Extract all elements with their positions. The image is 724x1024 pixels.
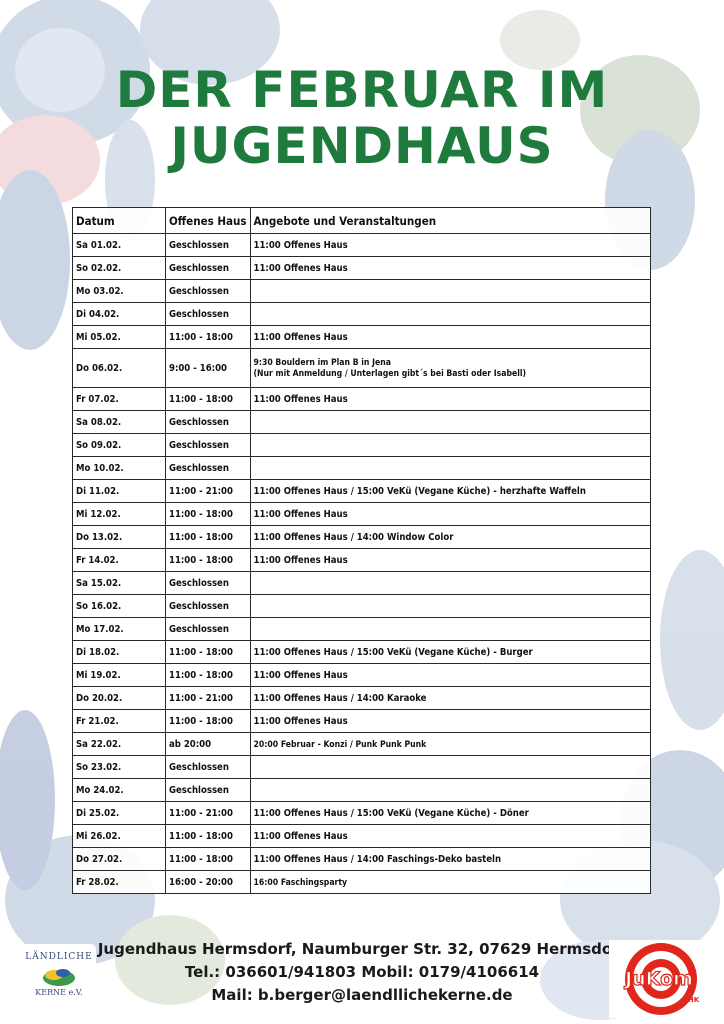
events-cell (250, 756, 650, 779)
events-cell: 11:00 Offenes Haus / 15:00 VeKü (Vegane Küche) - Döner (250, 802, 650, 825)
events-cell: 11:00 Offenes Haus (250, 503, 650, 526)
hours-cell: 16:00 - 20:00 (166, 871, 251, 894)
hours-cell: Geschlossen (166, 572, 251, 595)
date-cell: Mo 17.02. (73, 618, 166, 641)
date-cell: Mi 26.02. (73, 825, 166, 848)
column-header-date: Datum (73, 208, 166, 234)
hours-cell: 11:00 - 21:00 (166, 687, 251, 710)
table-row (73, 549, 651, 572)
events-cell: 11:00 Offenes Haus (250, 326, 650, 349)
table-row (73, 779, 651, 802)
column-header-events: Angebote und Veranstaltungen (250, 208, 650, 234)
page-title (0, 62, 724, 174)
date-cell: Fr 14.02. (73, 549, 166, 572)
date-cell: Fr 07.02. (73, 388, 166, 411)
date-cell: Mi 05.02. (73, 326, 166, 349)
date-cell: So 09.02. (73, 434, 166, 457)
events-cell (250, 280, 650, 303)
hours-cell: 11:00 - 18:00 (166, 664, 251, 687)
date-cell: So 16.02. (73, 595, 166, 618)
jukom-logo (609, 940, 709, 1018)
hours-cell: 11:00 - 18:00 (166, 326, 251, 349)
hours-cell: 11:00 - 18:00 (166, 848, 251, 871)
table-row (73, 434, 651, 457)
logo-swirl-icon (41, 964, 77, 988)
table-row (73, 326, 651, 349)
hours-cell: Geschlossen (166, 303, 251, 326)
hours-cell: Geschlossen (166, 756, 251, 779)
title-line-2: JUGENDHAUS (170, 117, 554, 175)
column-header-hours: Offenes Haus (166, 208, 251, 234)
table-row (73, 825, 651, 848)
date-cell: Mi 19.02. (73, 664, 166, 687)
date-cell: Di 04.02. (73, 303, 166, 326)
table-row (73, 526, 651, 549)
events-cell (250, 349, 650, 388)
hours-cell: Geschlossen (166, 280, 251, 303)
table-row (73, 503, 651, 526)
date-cell: So 02.02. (73, 257, 166, 280)
hours-cell: 9:00 - 16:00 (166, 349, 251, 388)
events-cell: 11:00 Offenes Haus / 15:00 VeKü (Vegane Küche) - herzhafte Waffeln (250, 480, 650, 503)
events-cell (250, 303, 650, 326)
date-cell: Di 11.02. (73, 480, 166, 503)
events-cell: 11:00 Offenes Haus / 14:00 Window Color (250, 526, 650, 549)
title-line-1: DER FEBRUAR IM (115, 61, 609, 119)
table-row (73, 664, 651, 687)
date-cell: Di 18.02. (73, 641, 166, 664)
date-cell: Mo 10.02. (73, 457, 166, 480)
events-cell: 11:00 Offenes Haus (250, 825, 650, 848)
schedule-table (72, 207, 651, 894)
date-cell: Fr 21.02. (73, 710, 166, 733)
jukom-text: JuKom (625, 968, 693, 990)
table-row (73, 733, 651, 756)
date-cell: Do 06.02. (73, 349, 166, 388)
events-cell: 11:00 Offenes Haus / 14:00 Karaoke (250, 687, 650, 710)
events-cell: 11:00 Offenes Haus / 14:00 Faschings-Deko basteln (250, 848, 650, 871)
hours-cell: Geschlossen (166, 457, 251, 480)
events-cell (250, 595, 650, 618)
hours-cell: Geschlossen (166, 434, 251, 457)
date-cell: Do 27.02. (73, 848, 166, 871)
date-cell: Sa 08.02. (73, 411, 166, 434)
table-row (73, 572, 651, 595)
table-row (73, 848, 651, 871)
event-line-2: (Nur mit Anmeldung / Unterlagen gibt´s bei Basti oder Isabell) (253, 369, 527, 379)
events-cell (250, 572, 650, 595)
table-header-row (73, 208, 651, 234)
table-row (73, 234, 651, 257)
date-cell: Mo 03.02. (73, 280, 166, 303)
events-cell (250, 733, 650, 756)
table-row (73, 595, 651, 618)
date-cell: Do 20.02. (73, 687, 166, 710)
events-cell: 11:00 Offenes Haus (250, 710, 650, 733)
table-row (73, 641, 651, 664)
hours-cell: 11:00 - 18:00 (166, 503, 251, 526)
hours-cell: 11:00 - 18:00 (166, 710, 251, 733)
logo-text-top: LÄNDLICHE (25, 952, 93, 962)
events-cell (250, 618, 650, 641)
date-cell: So 23.02. (73, 756, 166, 779)
table-row (73, 280, 651, 303)
table-row (73, 756, 651, 779)
footer-address: Jugendhaus Hermsdorf, Naumburger Str. 32, 07629 Hermsdorf (97, 940, 627, 958)
events-cell: 11:00 Offenes Haus (250, 664, 650, 687)
event-line-1: 9:30 Bouldern im Plan B in Jena (253, 358, 391, 368)
events-cell: 11:00 Offenes Haus / 15:00 VeKü (Vegane Küche) - Burger (250, 641, 650, 664)
date-cell: Sa 01.02. (73, 234, 166, 257)
hours-cell: 11:00 - 21:00 (166, 480, 251, 503)
event-line-1: 16:00 Faschingsparty (253, 877, 348, 888)
hours-cell: 11:00 - 18:00 (166, 526, 251, 549)
table-row (73, 480, 651, 503)
hours-cell: ab 20:00 (166, 733, 251, 756)
footer-phone: Tel.: 036601/941803 Mobil: 0179/4106614 (184, 963, 540, 981)
table-row (73, 710, 651, 733)
table-row (73, 802, 651, 825)
table-row (73, 257, 651, 280)
date-cell: Do 13.02. (73, 526, 166, 549)
hours-cell: 11:00 - 18:00 (166, 825, 251, 848)
table-row (73, 618, 651, 641)
events-cell: 11:00 Offenes Haus (250, 257, 650, 280)
date-cell: Sa 15.02. (73, 572, 166, 595)
date-cell: Sa 22.02. (73, 733, 166, 756)
table-row (73, 388, 651, 411)
hours-cell: 11:00 - 21:00 (166, 802, 251, 825)
hours-cell: Geschlossen (166, 411, 251, 434)
event-line-1: 20:00 Februar - Konzi / Punk Punk Punk (253, 739, 427, 750)
hours-cell: Geschlossen (166, 234, 251, 257)
events-cell (250, 411, 650, 434)
events-cell (250, 779, 650, 802)
table-row (73, 411, 651, 434)
table-row (73, 303, 651, 326)
date-cell: Mi 12.02. (73, 503, 166, 526)
hours-cell: Geschlossen (166, 779, 251, 802)
jukom-sub-text: SHK (682, 996, 700, 1004)
hours-cell: 11:00 - 18:00 (166, 549, 251, 572)
events-cell (250, 434, 650, 457)
events-cell: 11:00 Offenes Haus (250, 234, 650, 257)
date-cell: Mo 24.02. (73, 779, 166, 802)
date-cell: Fr 28.02. (73, 871, 166, 894)
events-cell (250, 871, 650, 894)
events-cell: 11:00 Offenes Haus (250, 549, 650, 572)
hours-cell: Geschlossen (166, 618, 251, 641)
events-cell: 11:00 Offenes Haus (250, 388, 650, 411)
footer-mail: Mail: b.berger@laendllichekerne.de (211, 986, 513, 1004)
date-cell: Di 25.02. (73, 802, 166, 825)
hours-cell: 11:00 - 18:00 (166, 388, 251, 411)
table-row (73, 871, 651, 894)
logo-text-bottom: KERNE e.V. (35, 988, 83, 997)
events-cell (250, 457, 650, 480)
hours-cell: Geschlossen (166, 595, 251, 618)
contact-footer (80, 938, 644, 1007)
table-row (73, 687, 651, 710)
hours-cell: Geschlossen (166, 257, 251, 280)
table-row (73, 349, 651, 388)
table-row (73, 457, 651, 480)
hours-cell: 11:00 - 18:00 (166, 641, 251, 664)
